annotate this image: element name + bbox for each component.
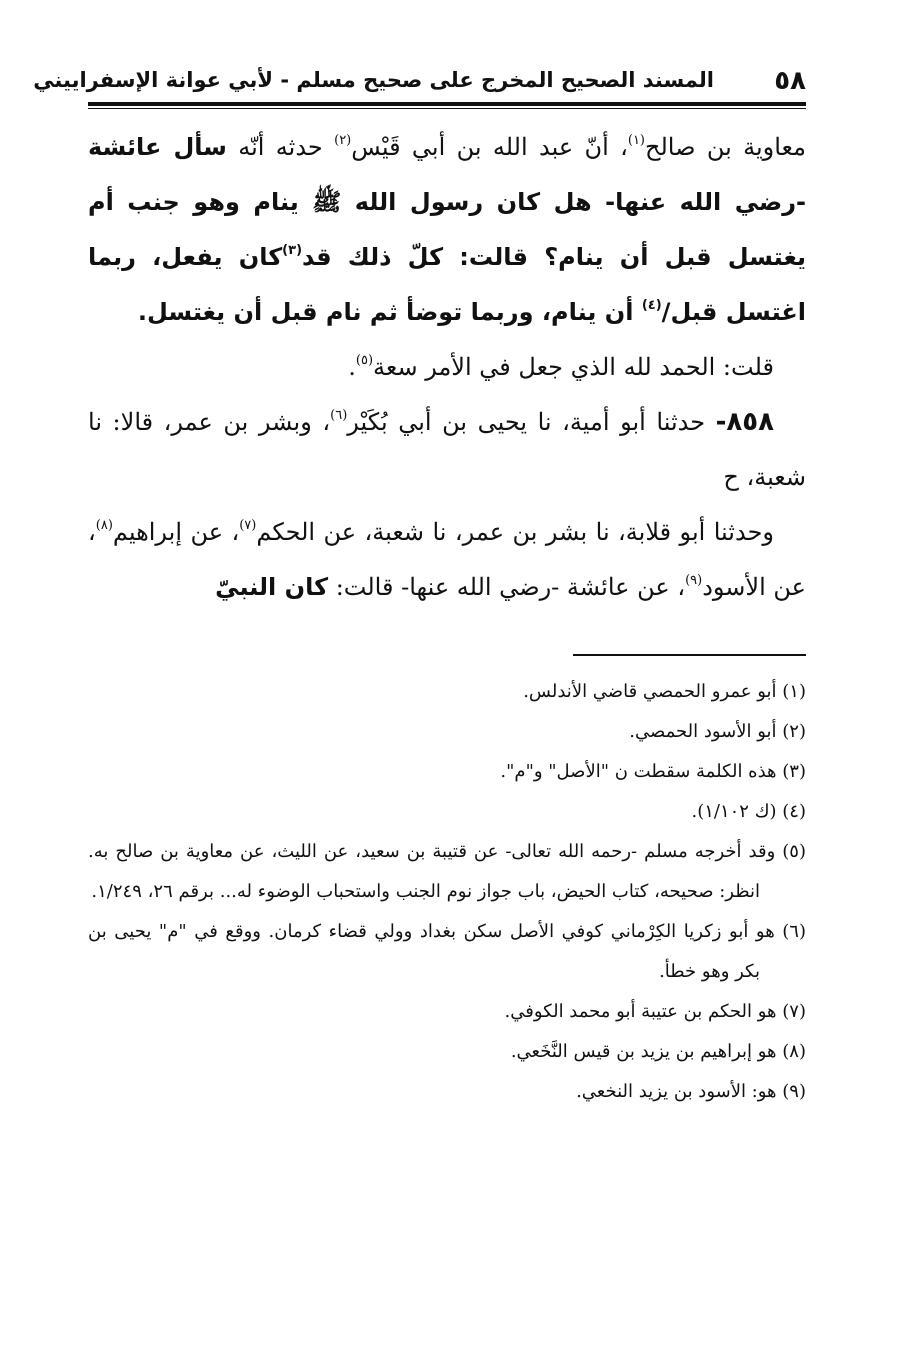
footnote-4: (٤) (ك ١/١٠٢). xyxy=(691,801,806,822)
footnote-ref-6: (٦) xyxy=(330,408,348,423)
bold-text: أن ينام، وربما توضأ ثم نام قبل أن يغتسل. xyxy=(137,298,642,326)
text-span: ، عن عائشة -رضي الله عنها- قالت: xyxy=(328,573,686,601)
footnote-ref-3: (٣) xyxy=(282,243,303,258)
footnote-ref-1: (١) xyxy=(627,133,645,148)
footnote-2: (٢) أبو الأسود الحمصي. xyxy=(629,721,806,742)
footnote-5: (٥) وقد أخرجه مسلم -رحمه الله تعالى- عن قتيبة بن سعيد، عن الليث، عن معاوية بن صالح به. انظر: صحيحه، كتاب الحيض، باب جواز نوم الجنب واستحباب الوضوء له... برقم ٢٦، ١/٢٤٩. xyxy=(88,841,806,902)
footnote-3: (٣) هذه الكلمة سقطت ن "الأصل" و"م". xyxy=(500,761,806,782)
footnote-6: (٦) هو أبو زكريا الكِرْماني كوفي الأصل سكن بغداد وولي قضاء كرمان. ووقع في "م" يحيى بن بكر وهو خطأ. xyxy=(88,921,806,982)
footnote-ref-8: (٨) xyxy=(95,518,113,533)
text-span: ، وبشر بن عمر، قالا: نا شعبة، ح xyxy=(88,408,806,491)
footnote-7: (٧) هو الحكم بن عتيبة أبو محمد الكوفي. xyxy=(504,1001,806,1022)
text-span: ، أنّ عبد الله بن أبي قَيْس xyxy=(351,133,628,161)
footnote-ref-9: (٩) xyxy=(685,573,703,588)
footnote-9: (٩) هو: الأسود بن يزيد النخعي. xyxy=(576,1081,806,1102)
running-title: المسند الصحيح المخرج على صحيح مسلم - لأبي عوانة الإسفراييني xyxy=(33,68,714,92)
text-span: حدثه أنّه xyxy=(226,133,335,161)
footnote-8: (٨) هو إبراهيم بن يزيد بن قيس النَّخَعي. xyxy=(510,1041,806,1062)
bold-text: كان النبيّ xyxy=(215,573,329,601)
paragraph-2 xyxy=(88,340,806,395)
bold-text: سأل عائشة -رضي الله عنها- هل كان رسول الله ﷺ ينام وهو جنب أم يغتسل قبل أن ينام؟ قالت: كلّ ذلك قد xyxy=(88,133,806,271)
text-span: وحدثنا أبو قلابة، نا بشر بن عمر، نا شعبة، عن الحكم xyxy=(256,518,774,546)
paragraph-1 xyxy=(88,120,806,340)
text-span: ، عن الأسود xyxy=(88,518,806,601)
header-rule xyxy=(88,102,806,106)
main-text xyxy=(88,120,806,615)
text-span: قلت: الحمد لله الذي جعل في الأمر سعة xyxy=(373,353,774,381)
bold-text: كان يفعل، ربما اغتسل قبل/ xyxy=(88,243,806,326)
footnote-ref-2: (٢) xyxy=(334,133,352,148)
paragraph-hadith xyxy=(88,395,806,505)
header-rule-thin xyxy=(88,108,806,109)
page-number: ٥٨ xyxy=(774,66,806,96)
text-span: معاوية بن صالح xyxy=(645,133,806,161)
page-header xyxy=(33,62,806,102)
footnote-1: (١) أبو عمرو الحمصي قاضي الأندلس. xyxy=(523,681,806,702)
paragraph-4 xyxy=(88,505,806,615)
hadith-number: ٨٥٨- xyxy=(715,407,775,437)
text-span: حدثنا أبو أمية، نا يحيى بن أبي بُكَيْر xyxy=(347,408,716,436)
footnotes xyxy=(88,672,806,1112)
text-span: . xyxy=(348,353,356,381)
footnote-ref-4: (٤) xyxy=(641,298,662,313)
footnote-ref-5: (٥) xyxy=(355,353,374,368)
footnote-ref-7: (٧) xyxy=(239,518,257,533)
footnote-separator xyxy=(573,654,806,656)
text-span: ، عن إبراهيم xyxy=(112,518,240,546)
